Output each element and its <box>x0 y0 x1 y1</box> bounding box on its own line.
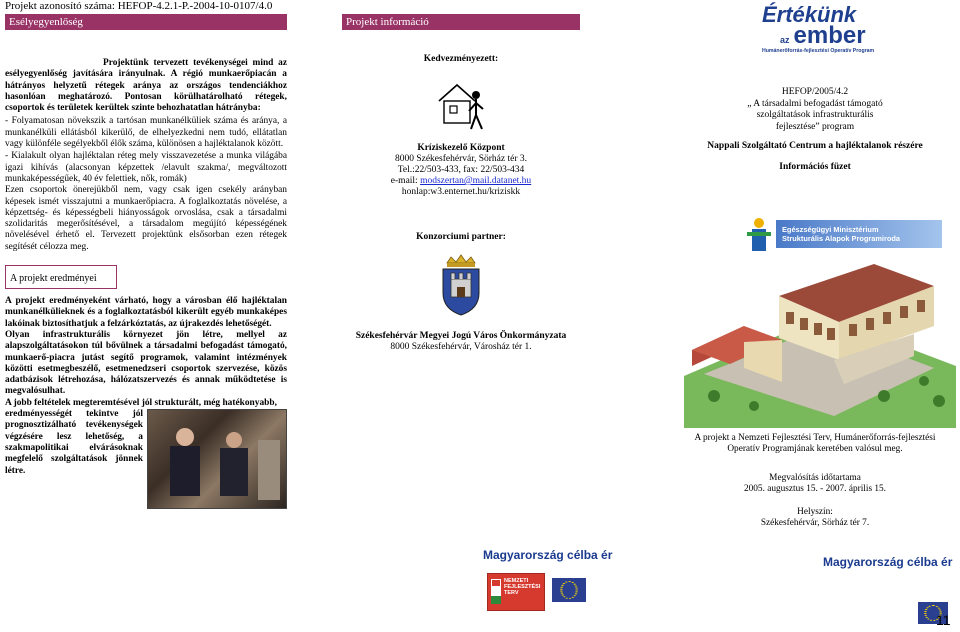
location-value: Székesfehérvár, Sörház tér 7. <box>760 518 870 528</box>
bullet-long-term-unemployed: - Folyamatosan növekszik a tartósan munkanélküliek száma és aránya, a munkanélküli ellátásból kikerülő, de elhelyezkedni nem tudó, ellátatlan vagy különféle segélyekből élők száma, különösen a hajléktalanok között. <box>5 116 287 150</box>
beneficiary-website: honlap:w3.enternet.hu/kriziskk <box>401 187 521 197</box>
slogan-text-middle: Magyarország célba ér <box>483 548 613 562</box>
nft-label-1: NEMZETI <box>504 578 529 584</box>
section-title-project-info: Projekt információ <box>342 14 580 30</box>
column-funding <box>675 433 955 529</box>
column-equal-opportunity <box>5 14 287 476</box>
beneficiary-label: Kedvezményezett: <box>423 54 499 64</box>
ministry-line-2: Strukturális Alapok Programiroda <box>782 234 901 243</box>
logo-subtitle: Humánerőforrás-fejlesztési Operatív Program <box>762 48 875 54</box>
period-value: 2005. augusztus 15. - 2007. április 15. <box>743 484 887 494</box>
house-shelter-icon <box>436 79 486 133</box>
email-label: e-mail: <box>390 176 421 186</box>
results-title-box <box>5 265 117 289</box>
city-coat-of-arms <box>437 253 485 317</box>
bullet-homeless-layer: - Kialakult olyan hajléktalan réteg mely visszavezetése a munka világába igazi kihívás (alacsonyan képzettek /elavult szakma/, megváltozott munkaképességűek, 40 év felettiek, nők, romák) <box>5 151 287 184</box>
nft-label-3: TERV <box>504 590 519 596</box>
nft-flag-icon <box>491 579 501 605</box>
program-logo <box>762 4 932 56</box>
center-name: Nappali Szolgáltató Centrum a hajléktalanok részére <box>707 141 923 151</box>
slogan-right <box>823 555 952 569</box>
logo-line-1: Értékünk <box>762 2 857 27</box>
project-id: Projekt azonosító száma: HEFOP-4.2.1-P.-2004-10-0107/4.0 <box>5 0 273 12</box>
nft-label-2: FEJLESZTÉSI <box>504 584 541 590</box>
slogan-middle <box>483 548 612 562</box>
building-rendering <box>684 256 956 428</box>
partner-name: Székesfehérvár Megyei Jogú Város Önkormányzata <box>355 331 567 341</box>
period-label: Megvalósítás időtartama <box>769 473 861 483</box>
section-title-equal-opportunity: Esélyegyenlőség <box>5 14 287 30</box>
ministry-logo <box>746 216 942 252</box>
results-paragraph-1: A projekt eredményeként várható, hogy a városban élő hajléktalan munkanélkülieknek és a foglalkoztatásból kikerült egyéb munkaképes lakóinak biztosíthatjuk a felzárkóztatás, az újrakezdés lehetőségét. <box>5 296 287 329</box>
eu-flag-middle <box>552 578 586 602</box>
logo-line-2b: ember <box>793 22 866 49</box>
slogan-text-right: Magyarország célba ér <box>823 555 953 569</box>
header-project-info <box>342 14 580 30</box>
leaflet-label: Információs füzet <box>779 161 851 172</box>
email-link[interactable]: modszertan@mail.datanet.hu <box>420 176 532 186</box>
nft-logo <box>487 573 545 611</box>
ministry-line-1: Egészségügyi Minisztérium <box>782 225 879 234</box>
column-project-info <box>342 54 580 353</box>
results-with-photo <box>5 409 287 476</box>
beneficiary-address: 8000 Székesfehérvár, Sörház tér 3. <box>394 154 528 164</box>
paragraph-reintegration: Ezen csoportok önerejükből nem, vagy csak igen csekély arányban képesek ismét visszajutni a munkaerőpiacra. A foglalkoztatás növelése, a képzettség- és képességbeli hiányosságok orvoslása, csak a társadalmi szolidaritás megerősítésével, a társadalom megújító képességének növelésével érhető el. Tervezett projektünk elsősorban ezen rétegek segítését célozza meg. <box>5 185 287 252</box>
intro-block <box>5 58 287 114</box>
results-paragraph-3b: eredményességét tekintve jól prognosztizálható tevékenységek végzésére lesz lehetőség, a szakmapolitikai elvárásoknak megfelelő szolgáltatások jönnek létre. <box>5 409 143 476</box>
beneficiary-phone: Tel.:22/503-433, fax: 22/503-434 <box>397 165 525 175</box>
program-description: „ A társadalmi befogadást támogató szolgáltatások infrastrukturális fejlesztése” program <box>747 98 883 132</box>
ministry-figure-icon <box>746 216 772 252</box>
results-paragraph-3a: A jobb feltételek megteremtésével jól strukturált, még hatékonyabb, <box>5 397 277 408</box>
logo-line-2a: az <box>780 35 790 45</box>
funding-text: A projekt a Nemzeti Fejlesztési Terv, Humánerőforrás-fejlesztési Operatív Programjának keretében valósul meg. <box>694 433 936 454</box>
beneficiary-name: Kríziskezelő Központ <box>417 143 505 153</box>
meeting-photo <box>147 409 287 509</box>
partner-address: 8000 Székesfehérvár, Városház tér 1. <box>390 342 532 352</box>
results-paragraph-2: Olyan infrastrukturális környezet jön létre, mellyel az alapszolgáltatásokon túl bővülnek a társadalmi befogadást támogató, munkaerő-piacra jutást segítő programok, valamint intézmények közötti esetmegbeszélő, esetmenedzseri csoportok szervezése, közös adatbázisok létrehozása, hálózatszervezés és annak működtetése is megvalósulhat. <box>5 329 287 397</box>
section-title-results: A projekt eredményei <box>10 273 97 285</box>
partner-label: Konzorciumi partner: <box>416 232 506 242</box>
column-program-info <box>675 87 955 173</box>
location-label: Helyszín: <box>797 507 833 517</box>
intro-text: Projektünk tervezett tevékenységei mind az esélyegyenlőség javítására irányulnak. A régió munkaerőpiacán a hátrányos helyzetű rétegek aránya az országos tendenciákhoz hasonlóan meghatározó. Pontosan körülhatárolható rétegek, csoportok és területek kerültek szinte behozhatatlan hátrányba: <box>5 58 287 114</box>
beneficiary-email-line <box>342 176 580 187</box>
program-code: HEFOP/2005/4.2 <box>781 87 849 97</box>
page-number: 11 <box>936 612 951 628</box>
